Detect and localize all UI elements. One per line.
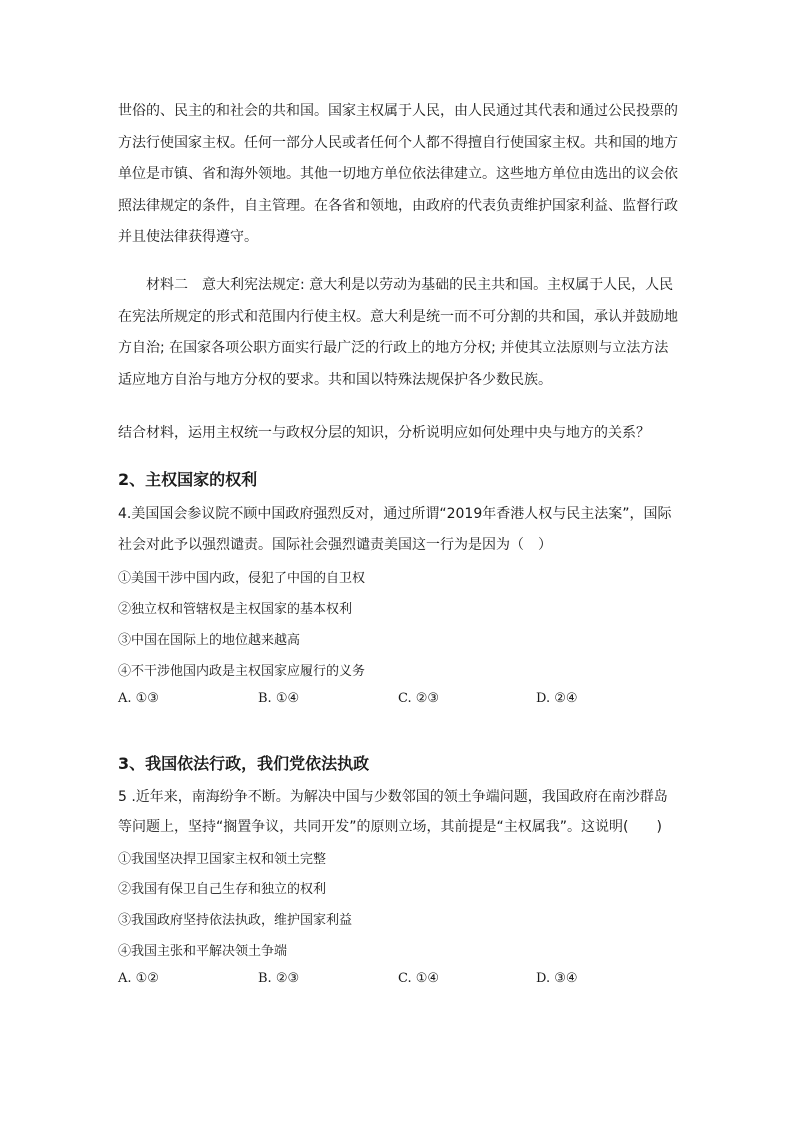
material-two-paragraph bbox=[118, 270, 678, 396]
paragraph-line: 单位是市镇、省和海外领地。其他一切地方单位依法律建立。这些地方单位由选出的议会依 bbox=[118, 166, 678, 182]
question-4-option: ②独立权和管辖权是主权国家的基本权利 bbox=[118, 602, 353, 617]
choice-c[interactable]: C. ①④ bbox=[398, 971, 440, 986]
paragraph-line: 方法行使国家主权。任何一部分人民或者任何个人都不得擅自行使国家主权。共和国的地方 bbox=[118, 134, 678, 151]
choice-c[interactable]: C. ②③ bbox=[398, 691, 440, 706]
paragraph-line: 照法律规定的条件，自主管理。在各省和领地，由政府的代表负责维护国家利益、监督行政 bbox=[118, 197, 678, 214]
choice-d[interactable]: D. ②④ bbox=[536, 691, 578, 706]
section-3-title: 3、我国依法行政，我们党依法执政 bbox=[118, 754, 370, 773]
question-5-option: ②我国有保卫自己生存和独立的权利 bbox=[118, 882, 327, 897]
paragraph-line: 世俗的、民主的和社会的共和国。国家主权属于人民，由人民通过其代表和通过公民投票的 bbox=[118, 103, 678, 119]
analysis-prompt: 结合材料，运用主权统一与政权分层的知识，分析说明应如何处理中央与地方的关系？ bbox=[118, 425, 650, 441]
material-one-paragraph bbox=[118, 96, 678, 254]
question-4-option: ④不干涉他国内政是主权国家应履行的义务 bbox=[118, 664, 366, 679]
paragraph-line: 适应地方自治与地方分权的要求。共和国以特殊法规保护各少数民族。 bbox=[118, 371, 552, 388]
question-5-line: 5 .近年来，南海纷争不断。为解决中国与少数邻国的领土争端问题，我国政府在南沙群岛 bbox=[118, 789, 668, 805]
question-5-option: ①我国坚决捍卫国家主权和领土完整 bbox=[118, 852, 327, 867]
paragraph-line: 方自治; 在国家各项公职方面实行最广泛的行政上的地方分权; 并使其立法原则与立法方法 bbox=[118, 340, 669, 356]
choice-a[interactable]: A. ①③ bbox=[118, 691, 159, 706]
choice-d[interactable]: D. ③④ bbox=[536, 971, 578, 986]
paragraph-line: 材料二 意大利宪法规定: 意大利是以劳动为基础的民主共和国。主权属于人民，人民 bbox=[146, 277, 674, 293]
question-4-choices bbox=[118, 691, 678, 711]
question-4-option: ①美国干涉中国内政，侵犯了中国的自卫权 bbox=[118, 571, 366, 586]
question-5-choices bbox=[118, 971, 678, 991]
paragraph-line: 并且使法律获得遵守。 bbox=[118, 229, 258, 245]
choice-a[interactable]: A. ①② bbox=[118, 971, 159, 986]
question-5-line: 等问题上，坚持“搁置争议，共同开发”的原则立场，其前提是“主权属我”。这说明( ) bbox=[118, 819, 662, 835]
question-4-line: 4.美国国会参议院不顾中国政府强烈反对，通过所谓“2019年香港人权与民主法案”，国际 bbox=[118, 506, 672, 522]
choice-b[interactable]: B. ①④ bbox=[258, 691, 300, 706]
choice-b[interactable]: B. ②③ bbox=[258, 971, 300, 986]
question-4-line: 社会对此予以强烈谴责。国际社会强烈谴责美国这一行为是因为（ ） bbox=[118, 537, 552, 553]
question-5-option: ④我国主张和平解决领土争端 bbox=[118, 944, 288, 959]
question-4-option: ③中国在国际上的地位越来越高 bbox=[118, 633, 301, 648]
section-2-title: 2、主权国家的权利 bbox=[118, 470, 258, 489]
paragraph-line: 在宪法所规定的形式和范围内行使主权。意大利是统一而不可分割的共和国，承认并鼓励地 bbox=[118, 308, 678, 325]
question-5-option: ③我国政府坚持依法执政，维护国家利益 bbox=[118, 913, 353, 928]
